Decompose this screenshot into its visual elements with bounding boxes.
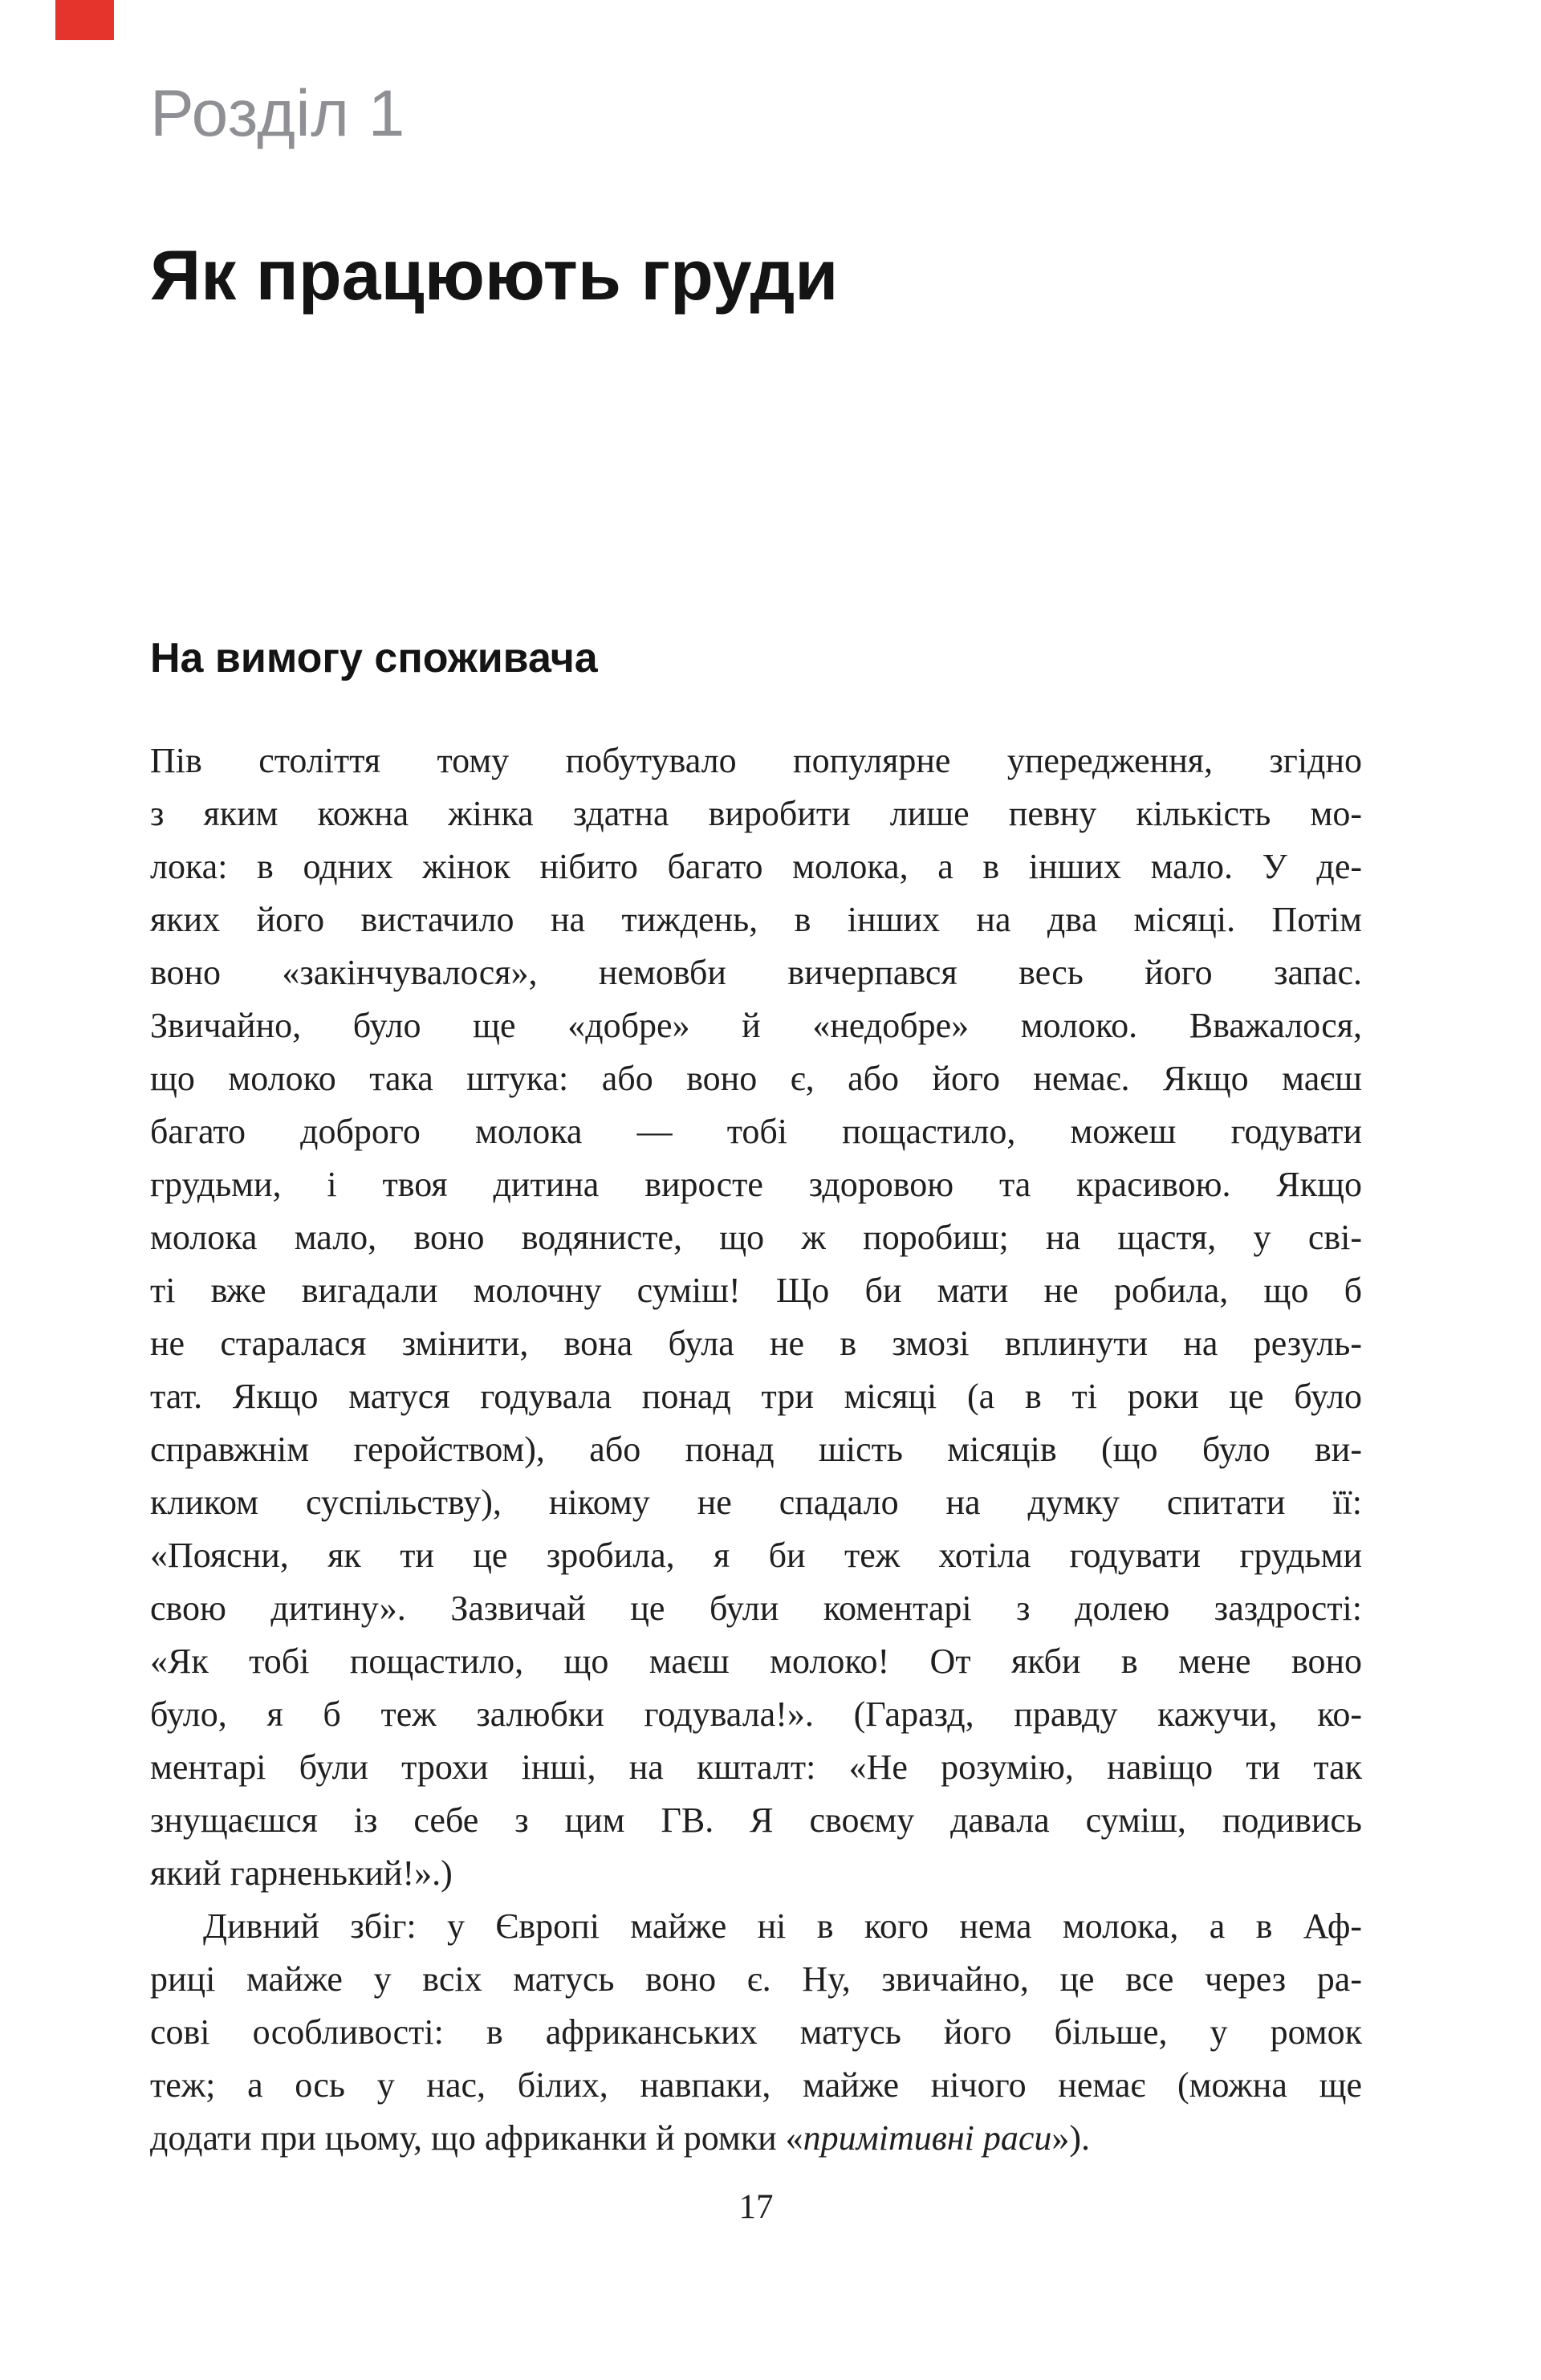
text-line: справжнім геройством), або понад шість місяців (що було ви- (150, 1430, 1362, 1469)
paragraph (150, 734, 1362, 1900)
section-heading: На вимогу споживача (150, 635, 598, 681)
text-line: грудьми, і твоя дитина виросте здоровою та красивою. Якщо (150, 1165, 1362, 1204)
text-line: свою дитину». Зазвичай це були коментарі з долею заздрості: (150, 1589, 1362, 1628)
text-line: що молоко така штука: або воно є, або його немає. Якщо маєш (150, 1059, 1362, 1098)
text-segment: »). (1051, 2118, 1091, 2158)
text-line: Звичайно, було ще «добре» й «недобре» молоко. Вважалося, (150, 1006, 1362, 1045)
italic-text: примітивні раси (803, 2118, 1052, 2158)
text-line: Пів століття тому побутувало популярне упередження, згідно (150, 741, 1362, 780)
text-line: яких його вистачило на тиждень, в інших на два місяці. Потім (150, 900, 1362, 939)
text-line: знущаєшся із себе з цим ГВ. Я своєму давала суміш, подивись (150, 1800, 1362, 1840)
text-line: не старалася змінити, вона була не в змозі вплинути на резуль- (150, 1324, 1362, 1363)
text-line: ті вже вигадали молочну суміш! Що би мати не робила, що б (150, 1271, 1362, 1310)
text-line: лока: в одних жінок нібито багато молока, а в інших мало. У де- (150, 847, 1362, 886)
text-line (150, 2112, 1362, 2165)
chapter-tab (55, 0, 114, 40)
paragraph (150, 1900, 1362, 2165)
text-line: молока мало, воно водянисте, що ж поробиш; на щастя, у сві- (150, 1218, 1362, 1257)
text-line: який гарненький!».) (150, 1853, 453, 1893)
text-line: Дивний збіг: у Європі майже ні в кого нема молока, а в Аф- (203, 1906, 1362, 1946)
text-line: теж; а ось у нас, білих, навпаки, майже нічого немає (можна ще (150, 2065, 1362, 2105)
chapter-label: Розділ 1 (150, 77, 405, 150)
body-text (150, 734, 1362, 2165)
text-line: кликом суспільству), нікому не спадало на думку спитати її: (150, 1483, 1362, 1522)
text-line: багато доброго молока — тобі пощастило, можеш годувати (150, 1112, 1362, 1151)
text-line: було, я б теж залюбки годувала!». (Гаразд, правду кажучи, ко- (150, 1694, 1362, 1734)
chapter-title: Як працюють груди (150, 235, 839, 315)
text-line: воно «закінчувалося», немовби вичерпався весь його запас. (150, 953, 1362, 992)
text-line: риці майже у всіх матусь воно є. Ну, звичайно, це все через ра- (150, 1959, 1362, 1999)
text-line: «Як тобі пощастило, що маєш молоко! От якби в мене воно (150, 1642, 1362, 1681)
text-line: з яким кожна жінка здатна виробити лише певну кількість мо- (150, 794, 1362, 833)
page-number: 17 (738, 2188, 774, 2226)
text-line: сові особливості: в африканських матусь його більше, у ромок (150, 2012, 1362, 2052)
text-line: «Поясни, як ти це зробила, я би теж хотіла годувати грудьми (150, 1536, 1362, 1575)
text-line: ментарі були трохи інші, на кшталт: «Не розумію, навіщо ти так (150, 1747, 1362, 1787)
text-segment: додати при цьому, що африканки й ромки « (150, 2118, 803, 2158)
text-line: тат. Якщо матуся годувала понад три місяці (а в ті роки це було (150, 1377, 1362, 1416)
